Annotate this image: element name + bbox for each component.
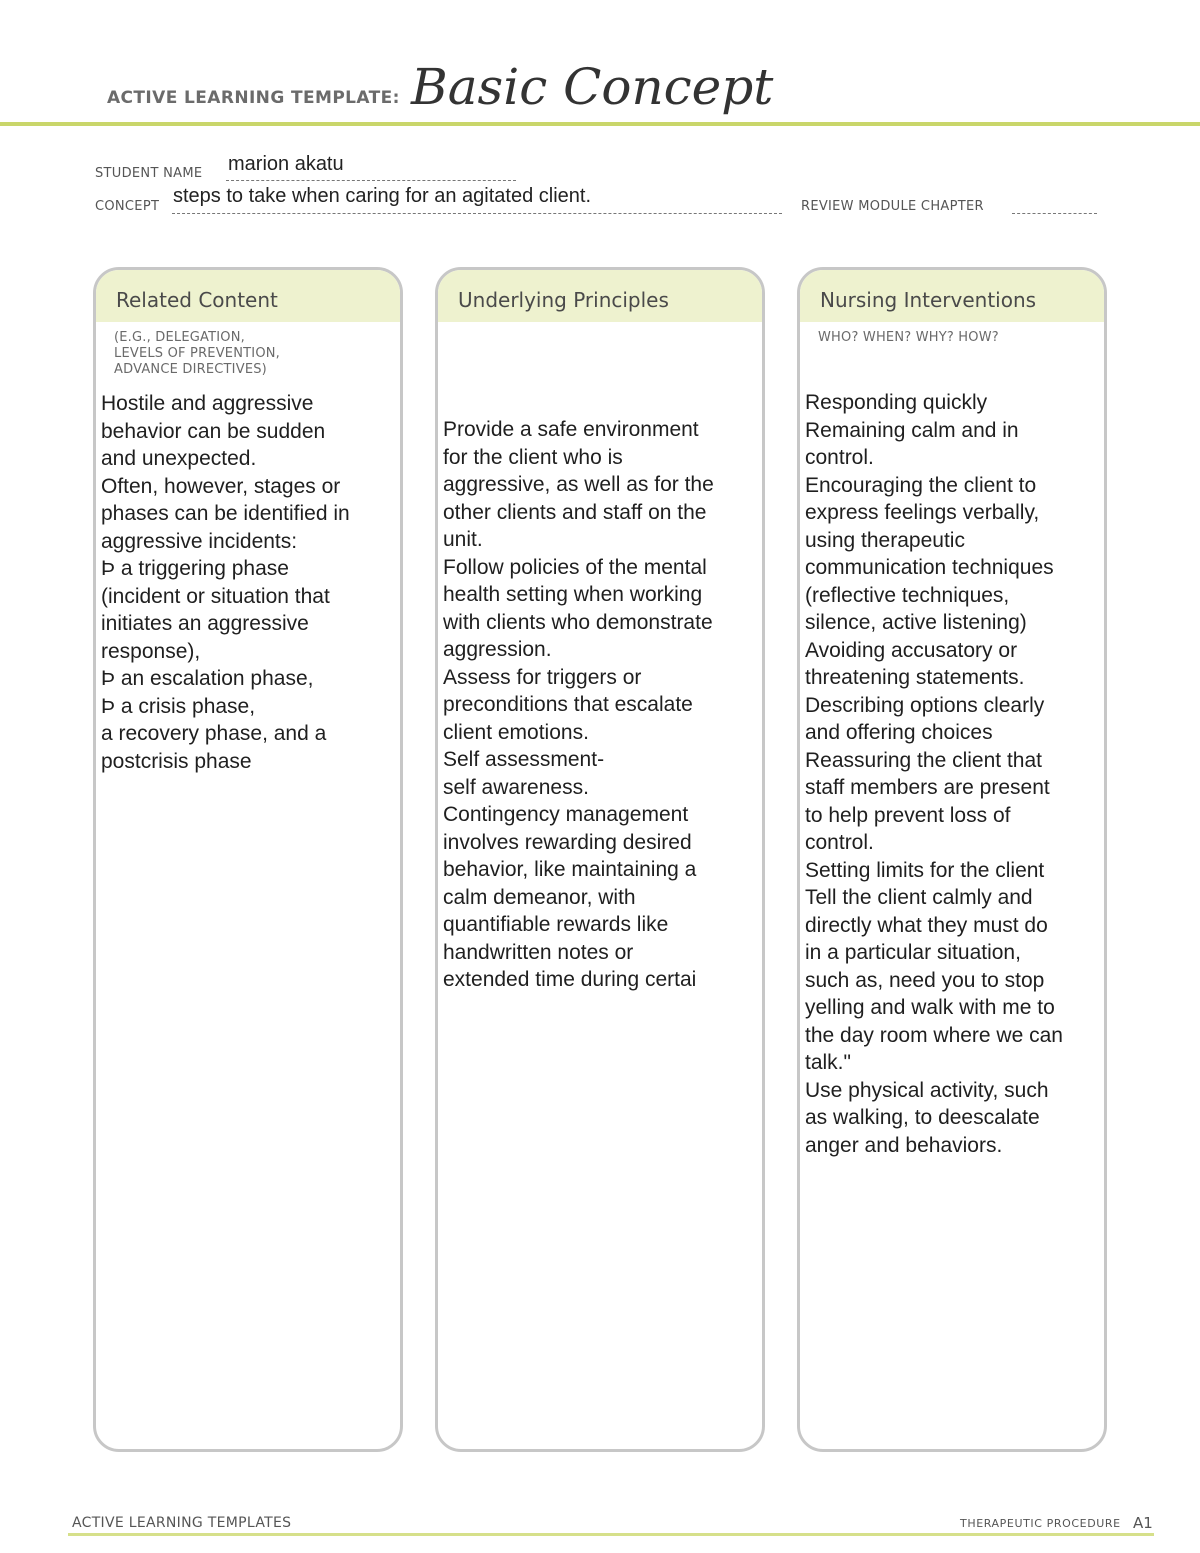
body-line: response), [101, 639, 201, 663]
panel-subtitle [96, 322, 400, 378]
body-line: staff members are present [805, 776, 1050, 799]
body-line: Avoiding accusatory or [805, 638, 1018, 662]
body-line: and offering choices [805, 721, 993, 744]
body-line: Remaining calm and in [805, 418, 1019, 442]
subtitle-line: ADVANCE DIRECTIVES) [114, 362, 267, 377]
body-line: Encouraging the client to [805, 473, 1037, 497]
body-line: preconditions that escalate [443, 693, 693, 716]
body-line: such as, need you to stop [805, 968, 1045, 992]
footer-right-label: THERAPEUTIC PROCEDURE [960, 1517, 1121, 1530]
body-line: communication techniques [805, 556, 1054, 579]
body-line: extended time during certai [443, 968, 697, 991]
body-line: quantifiable rewards like [443, 913, 669, 936]
body-line: other clients and staff on the [443, 500, 707, 524]
template-label: ACTIVE LEARNING TEMPLATE: [107, 88, 400, 108]
body-line: express feelings verbally, [805, 501, 1040, 524]
body-line: Hostile and aggressive [101, 392, 314, 415]
body-line: Use physical activity, such [805, 1078, 1049, 1102]
panel-body [805, 389, 1096, 1159]
body-line: initiates an aggressive [101, 612, 309, 635]
footer-left-label: ACTIVE LEARNING TEMPLATES [72, 1515, 292, 1531]
panel-subtitle [800, 322, 1104, 346]
concept-label: CONCEPT [95, 199, 160, 214]
body-line: Describing options clearly [805, 693, 1045, 717]
student-name-label: STUDENT NAME [95, 166, 203, 181]
panel-title: Related Content [96, 270, 400, 322]
review-module-chapter-label: REVIEW MODULE CHAPTER [801, 199, 984, 214]
body-line: behavior can be sudden [101, 419, 326, 443]
panel-underlying-principles [435, 267, 765, 1452]
panel-body [443, 416, 754, 994]
subtitle-line: (E.G., DELEGATION, [114, 330, 245, 345]
body-line: postcrisis phase [101, 749, 252, 773]
body-line: Þ a crisis phase, [101, 694, 256, 718]
body-line: the day room where we can [805, 1023, 1063, 1047]
body-line: for the client who is [443, 445, 623, 469]
body-line: Responding quickly [805, 391, 988, 414]
body-line: (incident or situation that [101, 584, 330, 608]
body-line: aggression. [443, 638, 552, 661]
panel-title: Nursing Interventions [800, 270, 1104, 322]
body-line: talk." [805, 1051, 851, 1074]
body-line: threatening statements. [805, 666, 1025, 689]
subtitle-line: LEVELS OF PREVENTION, [114, 346, 281, 361]
concept-line [172, 213, 782, 214]
body-line: Reassuring the client that [805, 748, 1042, 772]
student-name-line [226, 180, 516, 181]
body-line: Follow policies of the mental [443, 555, 707, 579]
body-line: client emotions. [443, 720, 589, 744]
body-line: behavior, like maintaining a [443, 858, 697, 881]
body-line: (reflective techniques, [805, 583, 1010, 607]
body-line: phases can be identified in [101, 502, 350, 525]
body-line: aggressive, as well as for the [443, 473, 714, 496]
body-line: handwritten notes or [443, 940, 634, 964]
body-line: anger and behaviors. [805, 1133, 1003, 1157]
header-divider [0, 122, 1200, 126]
panel-title: Underlying Principles [438, 270, 762, 322]
body-line: using therapeutic [805, 528, 965, 552]
body-line: involves rewarding desired [443, 830, 692, 854]
body-line: control. [805, 446, 874, 469]
body-line: Often, however, stages or [101, 474, 341, 498]
body-line: self awareness. [443, 775, 589, 799]
body-line: Þ an escalation phase, [101, 667, 314, 690]
body-line: Contingency management [443, 803, 689, 826]
body-line: with clients who demonstrate [443, 610, 713, 634]
body-line: a recovery phase, and a [101, 722, 327, 745]
footer-divider [68, 1533, 1154, 1536]
body-line: and unexpected. [101, 447, 257, 470]
body-line: to help prevent loss of [805, 803, 1011, 827]
body-line: Self assessment- [443, 748, 605, 771]
body-line: control. [805, 831, 874, 854]
body-line: calm demeanor, with [443, 885, 636, 909]
body-line: in a particular situation, [805, 941, 1021, 964]
panel-nursing-interventions [797, 267, 1107, 1452]
body-line: Assess for triggers or [443, 665, 642, 689]
panel-related-content [93, 267, 403, 1452]
body-line: silence, active listening) [805, 611, 1027, 634]
body-line: health setting when working [443, 583, 703, 606]
body-line: Provide a safe environment [443, 418, 699, 441]
subtitle-line: WHO? WHEN? WHY? HOW? [818, 330, 999, 345]
body-line: unit. [443, 528, 483, 551]
body-line: yelling and walk with me to [805, 996, 1055, 1019]
body-line: Setting limits for the client [805, 858, 1045, 882]
body-line: as walking, to deescalate [805, 1106, 1040, 1129]
panel-body [101, 390, 392, 775]
page-title: Basic Concept [411, 58, 774, 116]
footer-page-number: A1 [1133, 1514, 1153, 1532]
review-module-chapter-line[interactable] [1012, 213, 1097, 214]
body-line: aggressive incidents: [101, 529, 298, 553]
body-line: Tell the client calmly and [805, 886, 1033, 909]
body-line: Þ a triggering phase [101, 557, 289, 580]
student-name-value[interactable]: marion akatu [228, 153, 344, 175]
concept-value[interactable]: steps to take when caring for an agitated client. [173, 185, 592, 207]
body-line: directly what they must do [805, 913, 1048, 937]
